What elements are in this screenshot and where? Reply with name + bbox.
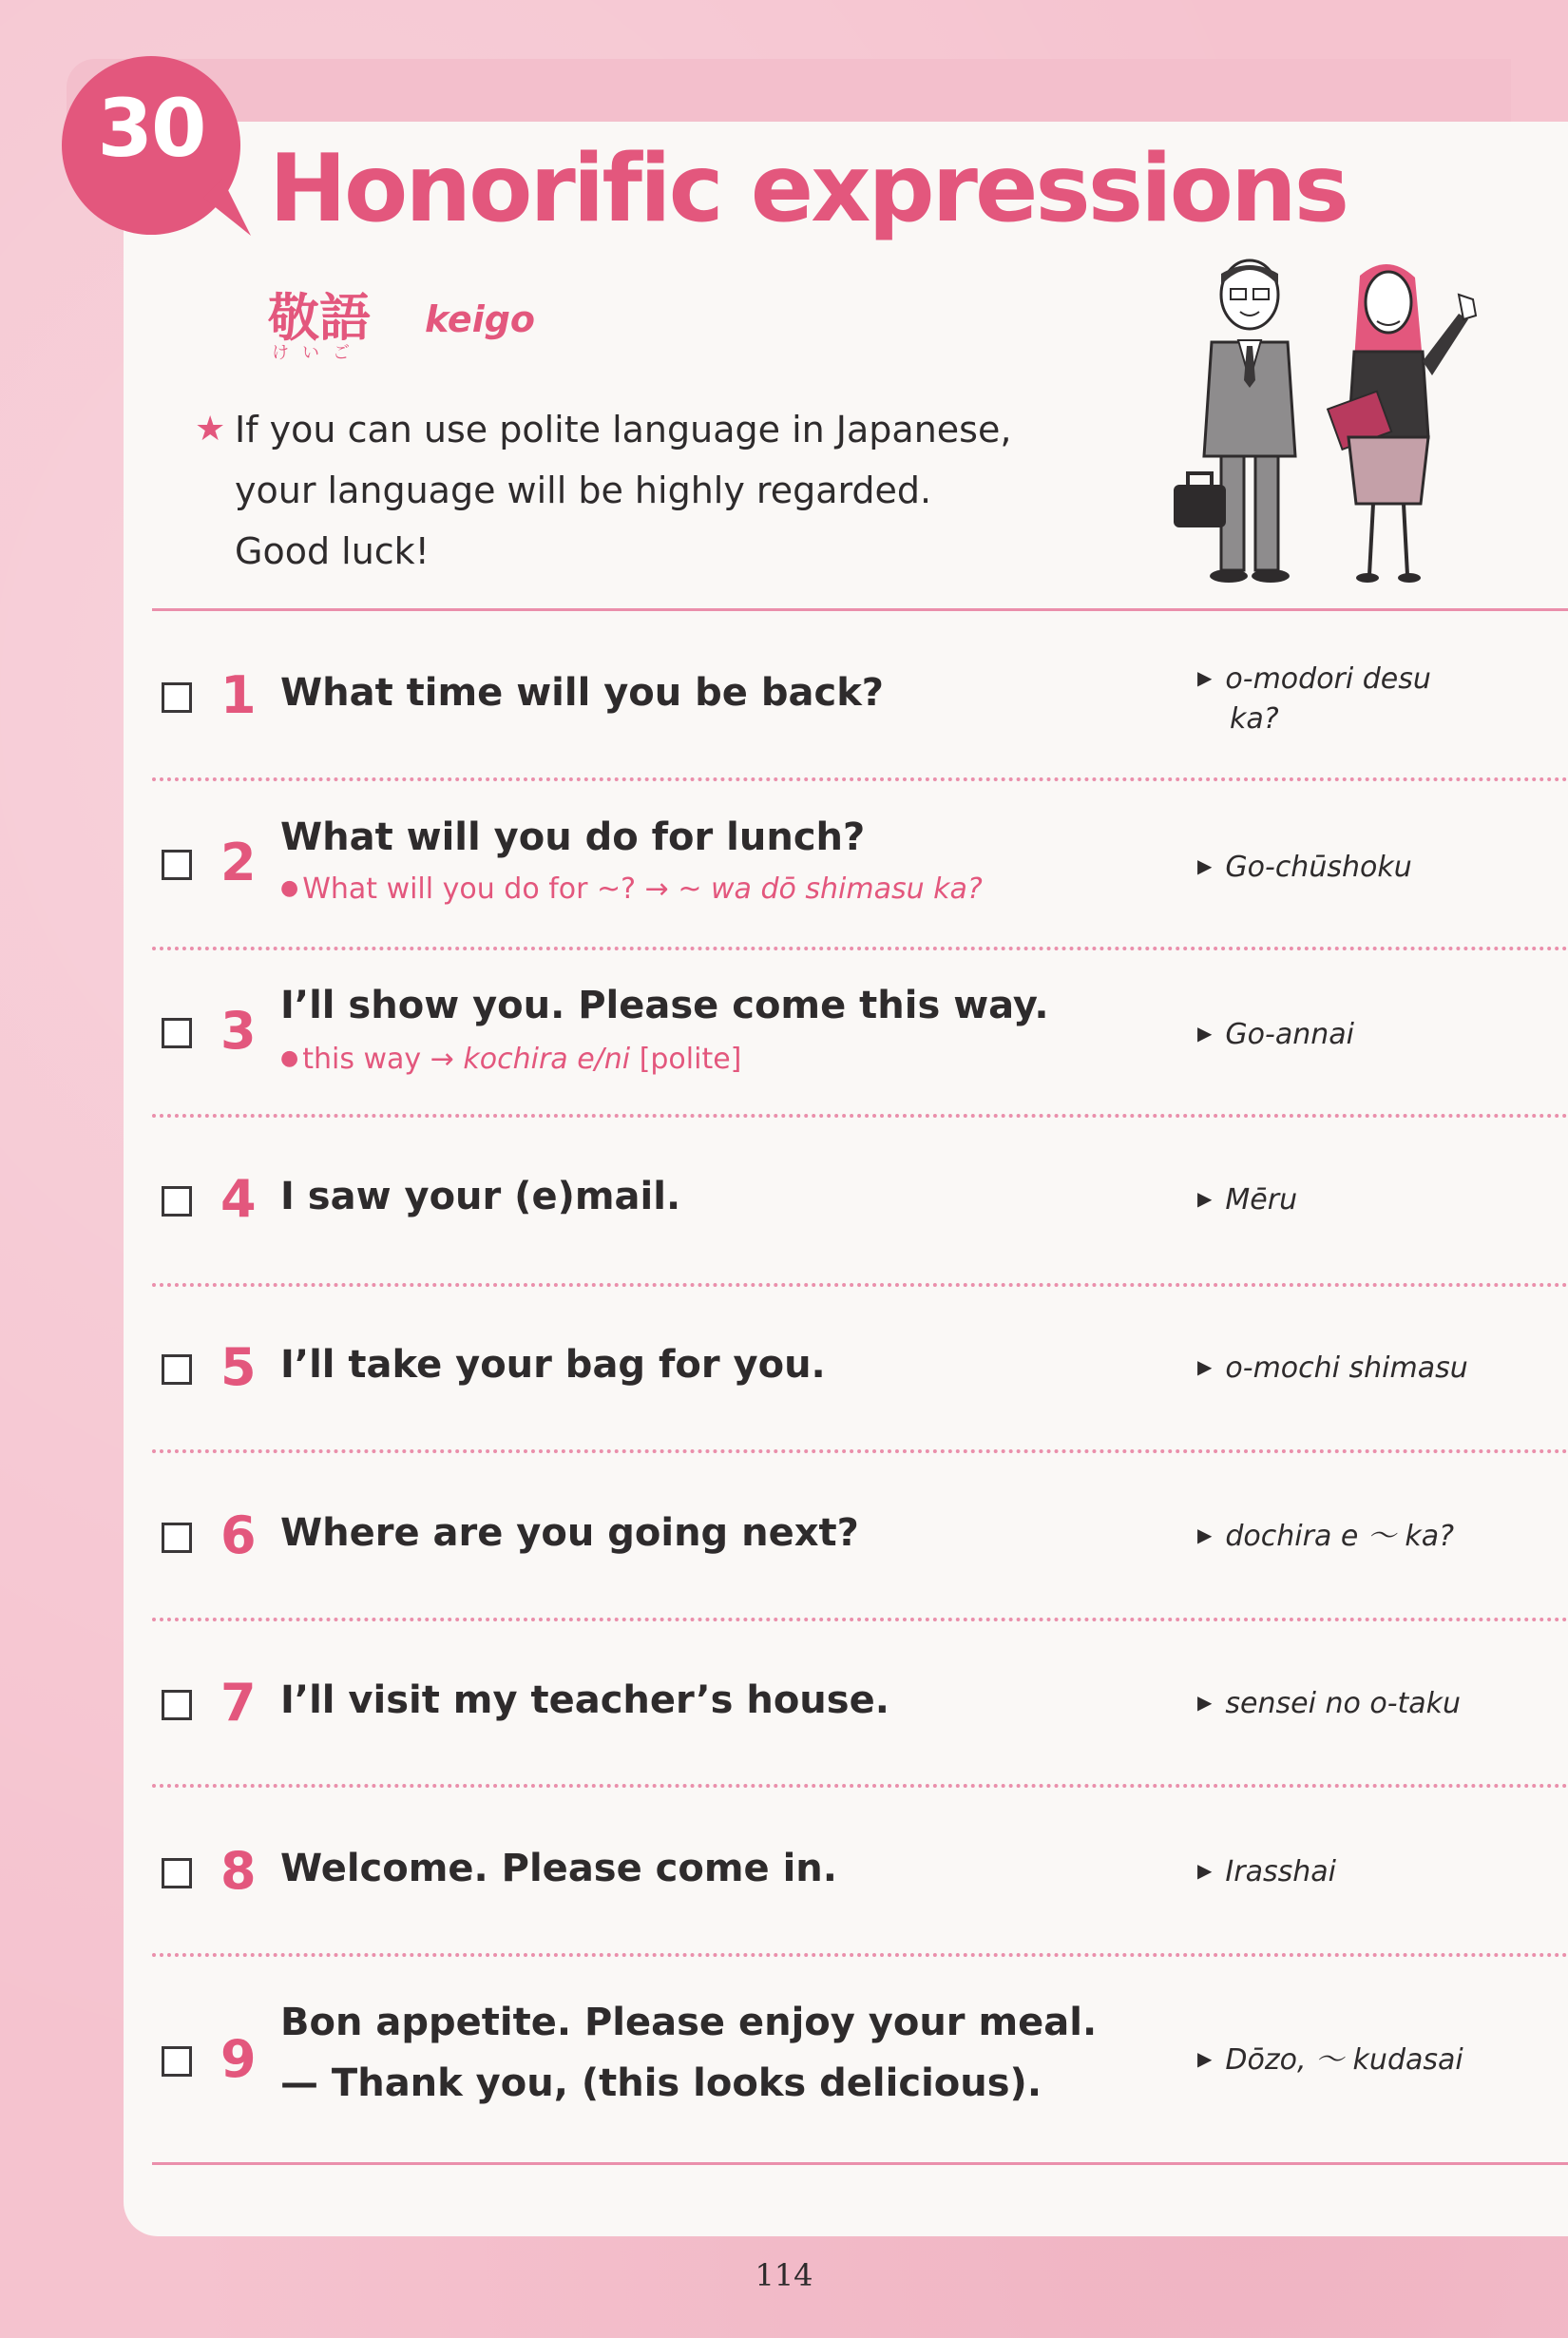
item-separator (152, 1114, 1568, 1118)
item-number: 8 (220, 1841, 257, 1901)
intro-line-2: your language will be highly regarded. (235, 470, 932, 511)
play-triangle-icon: ▶ (1197, 666, 1213, 689)
play-triangle-icon: ▶ (1197, 1524, 1213, 1546)
businesswoman-icon (1328, 264, 1476, 583)
english-phrase: Welcome. Please come in. (280, 1847, 837, 1890)
checkbox[interactable] (162, 1354, 192, 1385)
english-phrase: Where are you going next? (280, 1511, 859, 1555)
intro-line-1: If you can use polite language in Japanese, (235, 409, 1012, 450)
english-phrase: I’ll visit my teacher’s house. (280, 1678, 889, 1722)
furigana: けいご (272, 343, 363, 363)
page-title: Honorific expressions (269, 135, 1348, 243)
checkbox[interactable] (162, 850, 192, 880)
play-triangle-icon: ▶ (1197, 1022, 1213, 1044)
header-separator (152, 608, 1568, 611)
footer-separator (152, 2162, 1568, 2165)
play-triangle-icon: ▶ (1197, 1355, 1213, 1378)
japanese-hint: ▶ sensei no o-taku (1197, 1687, 1462, 1720)
japanese-title: 敬語 (268, 288, 371, 348)
english-phrase: I saw your (e)mail. (280, 1175, 681, 1218)
english-phrase: I’ll show you. Please come this way. (280, 984, 1049, 1027)
header-strip (67, 59, 1511, 122)
japanese-hint: ▶ Mēru (1197, 1183, 1298, 1217)
usage-note: ● What will you do for ~? → ~ wa dō shimasu ka? (280, 872, 983, 906)
item-number: 9 (220, 2029, 257, 2089)
english-phrase: I’ll take your bag for you. (280, 1343, 826, 1387)
businessman-icon (1174, 260, 1295, 583)
checkbox[interactable] (162, 1186, 192, 1217)
lesson-badge (61, 55, 241, 236)
item-number: 2 (220, 833, 257, 892)
romaji-title: keigo (425, 298, 536, 340)
checkbox[interactable] (162, 1523, 192, 1553)
english-response: — Thank you, (this looks delicious). (280, 2061, 1042, 2105)
item-number: 3 (220, 1001, 257, 1061)
japanese-hint: ▶ o-modori desu ka? (1197, 662, 1431, 736)
item-separator (152, 1283, 1568, 1287)
star-icon: ★ (195, 410, 226, 449)
business-people-illustration (1174, 257, 1487, 599)
item-number: 7 (220, 1673, 257, 1733)
checkbox[interactable] (162, 1018, 192, 1048)
page-number: 114 (755, 2257, 813, 2293)
play-triangle-icon: ▶ (1197, 1859, 1213, 1882)
japanese-hint: ▶ Go-chūshoku (1197, 851, 1412, 884)
english-phrase: Bon appetite. Please enjoy your meal. (280, 2001, 1098, 2044)
japanese-hint: ▶ Irasshai (1197, 1855, 1336, 1888)
checkbox[interactable] (162, 1858, 192, 1888)
checkbox[interactable] (162, 1690, 192, 1720)
lesson-number: 30 (97, 82, 205, 175)
item-separator (152, 1953, 1568, 1957)
item-number: 1 (220, 665, 257, 725)
item-separator (152, 1784, 1568, 1788)
item-number: 6 (220, 1505, 257, 1565)
item-separator (152, 947, 1568, 950)
item-separator (152, 777, 1568, 781)
play-triangle-icon: ▶ (1197, 1187, 1213, 1210)
usage-note: ● this way → kochira e/ni [polite] (280, 1043, 742, 1076)
checkbox[interactable] (162, 682, 192, 713)
play-triangle-icon: ▶ (1197, 2047, 1213, 2070)
item-number: 4 (220, 1169, 257, 1229)
intro-line-3: Good luck! (235, 530, 430, 572)
item-separator (152, 1449, 1568, 1453)
japanese-hint: ▶ Dōzo, 〜 kudasai (1197, 2043, 1463, 2077)
japanese-hint: ▶ dochira e 〜 ka? (1197, 1520, 1455, 1553)
english-phrase: What time will you be back? (280, 671, 884, 715)
intro-text (195, 399, 1050, 582)
english-phrase: What will you do for lunch? (280, 815, 866, 859)
checkbox[interactable] (162, 2046, 192, 2077)
play-triangle-icon: ▶ (1197, 854, 1213, 877)
item-separator (152, 1618, 1568, 1621)
play-triangle-icon: ▶ (1197, 1691, 1213, 1714)
japanese-hint: ▶ Go-annai (1197, 1018, 1354, 1051)
item-number: 5 (220, 1337, 257, 1397)
japanese-hint: ▶ o-mochi shimasu (1197, 1351, 1468, 1385)
